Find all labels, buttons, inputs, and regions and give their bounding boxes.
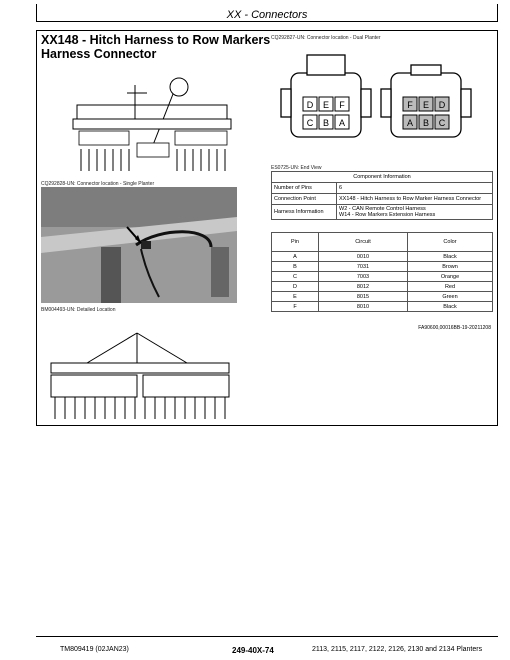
component-info-heading: Component Information — [272, 172, 493, 183]
connector-end-view — [277, 45, 477, 161]
caption-detail: BM004493-UN: Detailed Location — [41, 307, 116, 313]
section-title: XX - Connectors — [226, 9, 308, 21]
ci-value — [337, 205, 493, 220]
pin-label-left-4: C — [306, 118, 314, 128]
table-row — [272, 282, 493, 292]
pin-label-left-1: D — [306, 100, 314, 110]
pin-cell: C — [272, 272, 319, 282]
pin-label-right-1: F — [407, 100, 413, 110]
pin-label-left-2: E — [322, 100, 330, 110]
pin-cell: E — [272, 292, 319, 302]
connector-title — [41, 33, 271, 61]
circuit-header: Circuit — [319, 233, 408, 252]
ci-value: 6 — [337, 183, 493, 194]
pin-cell: A — [272, 252, 319, 262]
ci-label: Connection Point — [272, 194, 337, 205]
color-cell: Brown — [408, 262, 493, 272]
reference-code: FA90600,00016BB-19-20211208 — [418, 325, 491, 331]
pin-label-right-4: A — [406, 118, 414, 128]
ci-label: Harness Information — [272, 205, 337, 220]
pin-header: Pin — [272, 233, 319, 252]
circuit-cell: 8010 — [319, 302, 408, 312]
table-row — [272, 262, 493, 272]
color-cell: Red — [408, 282, 493, 292]
ci-label: Number of Pins — [272, 183, 337, 194]
pin-cell: F — [272, 302, 319, 312]
color-cell: Black — [408, 302, 493, 312]
pin-label-left-3: F — [339, 100, 345, 110]
section-header — [36, 4, 498, 22]
circuit-cell: 7003 — [319, 272, 408, 282]
component-info-table — [271, 171, 493, 220]
pin-label-left-6: A — [338, 118, 346, 128]
color-cell: Orange — [408, 272, 493, 282]
pin-label-right-2: E — [422, 100, 430, 110]
footer-rule — [36, 636, 498, 637]
harness-info-line-1: W2 - CAN Remote Control Harness — [339, 206, 426, 212]
circuit-cell: 7031 — [319, 262, 408, 272]
pin-label-left-5: B — [322, 118, 330, 128]
harness-info-line-2: W14 - Row Markers Extension Harness — [339, 212, 436, 218]
color-header: Color — [408, 233, 493, 252]
pin-table — [271, 232, 493, 312]
pin-cell: D — [272, 282, 319, 292]
pin-label-right-3: D — [438, 100, 446, 110]
single-planter-illustration — [47, 327, 233, 423]
title-line-1: XX148 - Hitch Harness to Row Markers — [41, 33, 271, 47]
caption-end-view: ES0725-UN: End View — [271, 165, 322, 171]
table-row — [272, 292, 493, 302]
detail-photo — [41, 187, 237, 303]
caption-dual: CQ292827-UN: Connector location - Dual Planter — [271, 35, 381, 41]
table-row — [272, 302, 493, 312]
footer-page: 249-40X-74 — [232, 646, 274, 655]
caption-single: CQ292828-UN: Connector location - Single Planter — [41, 181, 155, 187]
circuit-cell: 8015 — [319, 292, 408, 302]
color-cell: Black — [408, 252, 493, 262]
pin-label-right-5: B — [422, 118, 430, 128]
footer-models: 2113, 2115, 2117, 2122, 2126, 2130 and 2134 Planters — [312, 646, 483, 653]
footer-doc-id: TM809419 (02JAN23) — [60, 646, 129, 653]
title-line-2: Harness Connector — [41, 47, 157, 61]
circuit-cell: 8012 — [319, 282, 408, 292]
color-cell: Green — [408, 292, 493, 302]
table-row — [272, 252, 493, 262]
ci-value: XX148 - Hitch Harness to Row Marker Harness Connector — [337, 194, 493, 205]
pin-cell: B — [272, 262, 319, 272]
connector-panel — [36, 30, 498, 426]
circuit-cell: 0010 — [319, 252, 408, 262]
table-row — [272, 272, 493, 282]
pin-label-right-6: C — [438, 118, 446, 128]
dual-planter-illustration — [67, 75, 237, 179]
